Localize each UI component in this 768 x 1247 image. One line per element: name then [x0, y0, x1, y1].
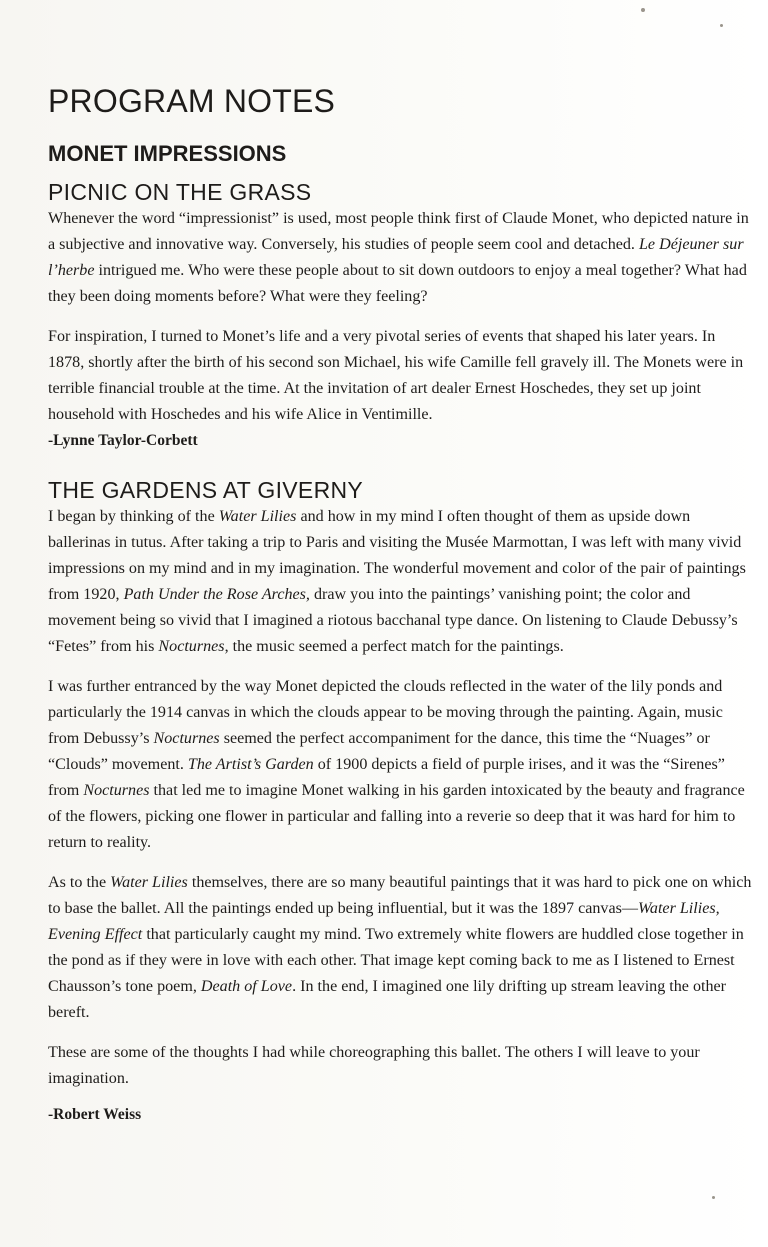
text-run: seemed the perfect accompaniment for the dance, this time the “Nuages” or “Clouds” movement.	[48, 730, 710, 773]
text-run: , the music seemed a perfect match for the paintings.	[224, 638, 564, 655]
painting-title: Water Lilies	[110, 874, 188, 891]
paragraph-giverny-4: These are some of the thoughts I had while choreographing this ballet. The others I will leave to your imagination.	[48, 1044, 700, 1087]
music-title: Nocturnes	[83, 782, 150, 799]
painting-title: Path Under the Rose Arches,	[123, 586, 310, 603]
text-run: As to the	[48, 874, 107, 891]
page-title: PROGRAM NOTES	[48, 83, 336, 119]
painting-title: The Artist’s Garden	[187, 756, 314, 773]
signature-lynne-taylor-corbett: -Lynne Taylor-Corbett	[48, 432, 198, 449]
program-notes-content	[48, 82, 753, 1128]
text-run: Whenever the word “impressionist” is used, most people think first of Claude Monet, who depicted nature in a subjective and innovative way. Conversely, his studies of people seem cool and detached.	[48, 210, 749, 253]
text-run: . In the end, I imagined one lily drifting up stream leaving the other bereft.	[48, 978, 727, 1021]
text-run: I was further entranced by the way Monet depicted the clouds reflected in the water of the lily ponds and particularly the 1914 canvas in which the clouds appear to be moving through the painting. Again, music from Debussy’s	[48, 678, 723, 747]
section-heading-giverny: THE GARDENS AT GIVERNY	[48, 477, 364, 503]
paper-speck	[720, 24, 723, 27]
text-run: intrigued me. Who were these people about to sit down outdoors to enjoy a meal together? What had they been doing moments before? What were they feeling?	[48, 262, 747, 305]
music-title: Nocturnes	[153, 730, 220, 747]
painting-title: Water Lilies, Evening Effect	[48, 900, 720, 943]
paragraph-giverny-2	[48, 674, 753, 856]
paragraph-picnic-1	[48, 206, 753, 310]
text-run: that led me to imagine Monet walking in his garden intoxicated by the beauty and fragrance of the flowers, picking one flower in particular and falling into a reverie so deep that it was hard for him to return to reality.	[48, 782, 745, 851]
music-title: Nocturnes	[158, 638, 225, 655]
text-run: I began by thinking of the	[48, 508, 215, 525]
signature-robert-weiss: -Robert Weiss	[48, 1106, 142, 1123]
music-title: Death of Love	[200, 978, 293, 995]
painting-title: Water Lilies	[218, 508, 297, 525]
section-heading-picnic: PICNIC ON THE GRASS	[48, 179, 312, 205]
paragraph-picnic-2: For inspiration, I turned to Monet’s life and a very pivotal series of events that shaped his later years. In 1878, shortly after the birth of his second son Michael, his wife Camille fell gravely ill. The Monets were in terrible financial trouble at the time. At the invitation of art dealer Ernest Hoschedes, they set up joint household with Hoschedes and his wife Alice in Ventimille.	[48, 328, 744, 423]
painting-title: Le Déjeuner sur l’herbe	[48, 236, 744, 279]
text-run: draw you into the paintings’ vanishing point; the color and movement being so vivid that I imagined a riotous bacchanal type dance. On listening to Claude Debussy’s “Fetes” from his	[48, 586, 738, 655]
paper-speck	[712, 1196, 715, 1199]
text-run: that particularly caught my mind. Two extremely white flowers are huddled close together in the pond as if they were in love with each other. That image kept coming back to me as I listened to Ernest Chausson’s tone poem,	[48, 926, 744, 995]
paragraph-giverny-3	[48, 870, 753, 1026]
paragraph-giverny-1	[48, 504, 753, 660]
ballet-title: MONET IMPRESSIONS	[48, 141, 287, 166]
paper-speck	[641, 8, 645, 12]
text-run: of 1900 depicts a field of purple irises, and it was the “Sirenes” from	[48, 756, 725, 799]
text-run: themselves, there are so many beautiful paintings that it was hard to pick one on which to base the ballet. All the paintings ended up being influential, but it was the 1897 canvas—	[48, 874, 752, 917]
text-run: and how in my mind I often thought of them as upside down ballerinas in tutus. After taking a trip to Paris and visiting the Musée Marmottan, I was left with many vivid impressions on my mind and in my imagination. The wonderful movement and color of the pair of paintings from 1920,	[48, 508, 746, 603]
